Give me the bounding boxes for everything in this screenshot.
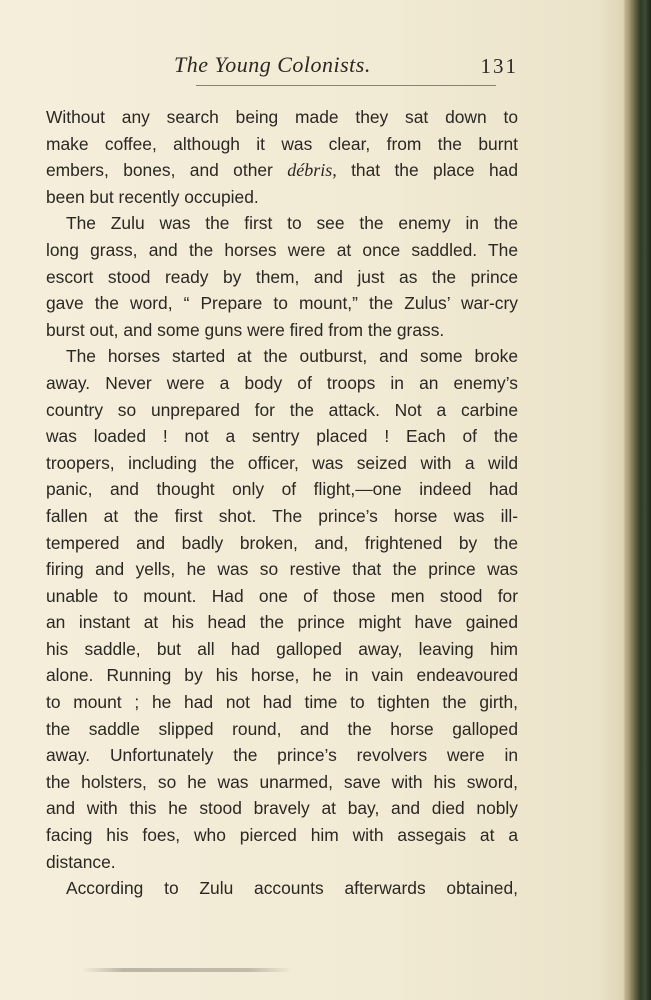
text-line-end: that the place had <box>336 160 518 181</box>
text-line-start: embers, bones, and other <box>46 160 288 181</box>
text-line: away. Never were a body of troops in an enemy’s <box>46 372 518 393</box>
text-line: tempered and badly broken, and, frightened by the <box>46 532 518 553</box>
text-line: Without any search being made they sat down to <box>46 107 518 127</box>
text-line: troopers, including the officer, was seized with a wild <box>46 452 518 473</box>
text-line: long grass, and the horses were at once saddled. The <box>46 239 518 260</box>
text-line: to mount ; he had not had time to tighten the girth, <box>46 692 518 713</box>
book-spine <box>627 0 651 1000</box>
page-smudge <box>82 968 292 972</box>
paragraph-first-line: The Zulu was the first to see the enemy in the <box>66 213 518 234</box>
text-line: burst out, and some guns were fired from the grass. <box>46 319 445 340</box>
page-header <box>46 48 518 88</box>
text-line: facing his foes, who pierced him with assegais at a <box>46 825 518 846</box>
paragraph-first-line: The horses started at the outburst, and some broke <box>66 346 518 367</box>
italic-word: débris, <box>287 160 337 181</box>
text-line: country so unprepared for the attack. Not a carbine <box>46 399 518 420</box>
text-line: make coffee, although it was clear, from the burnt <box>46 133 518 154</box>
text-line: alone. Running by his horse, he in vain endeavoured <box>46 665 518 686</box>
text-line <box>46 157 518 184</box>
text-line: away. Unfortunately the prince’s revolvers were in <box>46 745 518 766</box>
text-line: panic, and thought only of flight,—one indeed had <box>46 479 518 500</box>
text-line: escort stood ready by them, and just as the prince <box>46 266 518 287</box>
text-line: distance. <box>46 851 116 872</box>
text-line: an instant at his head the prince might have gained <box>46 612 518 633</box>
text-line: the saddle slipped round, and the horse galloped <box>46 718 518 739</box>
text-line: his saddle, but all had galloped away, leaving him <box>46 638 518 659</box>
text-line: unable to mount. Had one of those men stood for <box>46 585 518 606</box>
running-title: The Young Colonists. <box>174 52 371 77</box>
header-rule <box>196 85 496 86</box>
text-line: and with this he stood bravely at bay, and died nobly <box>46 798 518 819</box>
text-line: gave the word, “ Prepare to mount,” the Zulus’ war-cry <box>46 293 518 314</box>
body-text <box>46 104 518 902</box>
paragraph-first-line: According to Zulu accounts afterwards obtained, <box>66 878 518 899</box>
text-line: fallen at the first shot. The prince’s horse was ill- <box>46 505 518 526</box>
text-line: was loaded ! not a sentry placed ! Each of the <box>46 426 518 447</box>
text-line: firing and yells, he was so restive that the prince was <box>46 559 518 580</box>
text-line: been but recently occupied. <box>46 186 259 207</box>
text-line: the holsters, so he was unarmed, save with his sword, <box>46 771 518 792</box>
page-number: 131 <box>480 54 518 78</box>
